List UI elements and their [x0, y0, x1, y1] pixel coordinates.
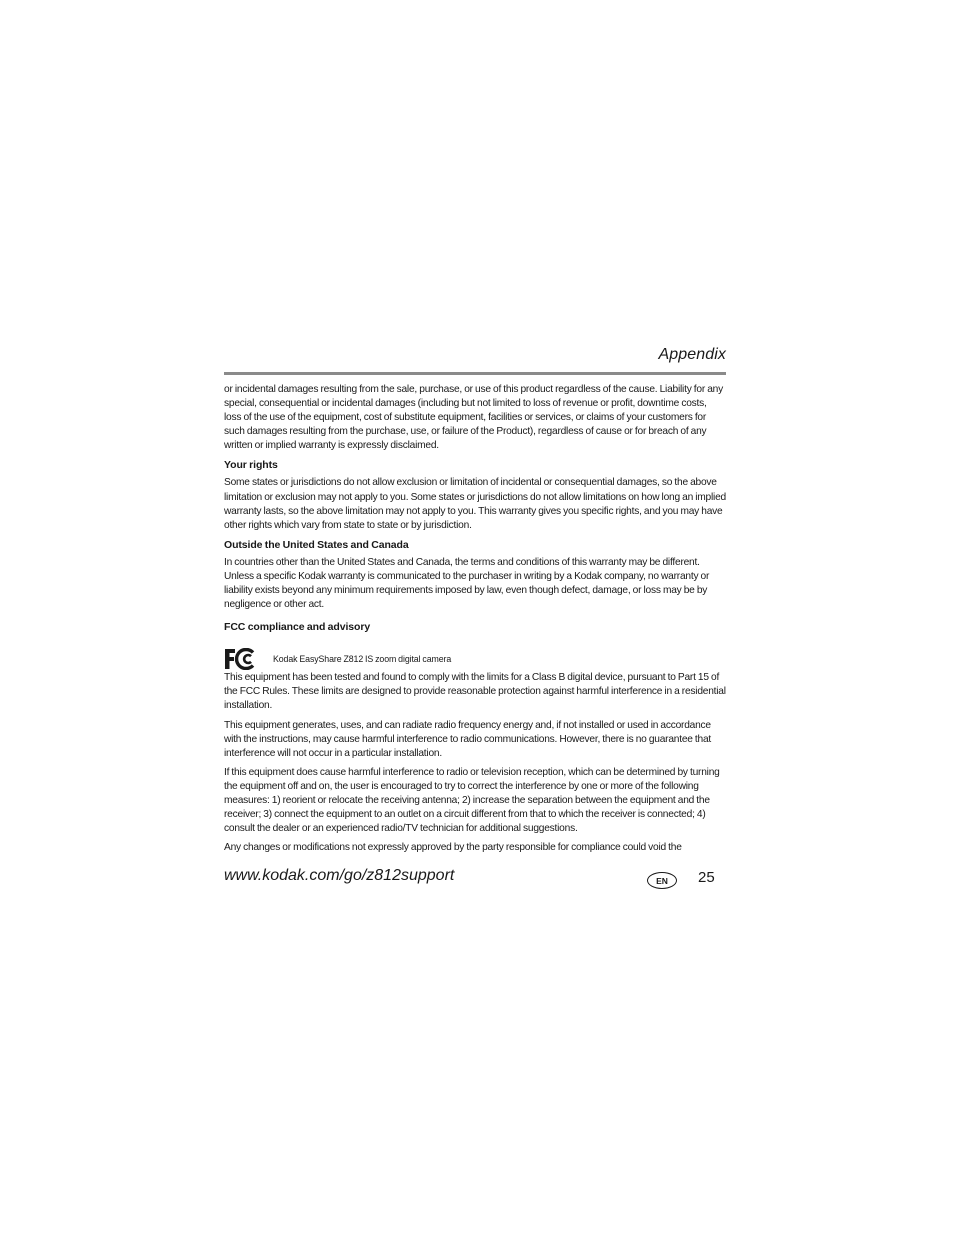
outside-us-canada-paragraph: In countries other than the United States and Canada, the terms and conditions of this warranty may be different. Unless a specific Kodak warranty is communicated to the purchaser in writing by a Kodak company, no warranty or liability exists beyond any minimum requirements imposed by law, even though defect, damage, or loss may be by negligence or other act.: [224, 556, 710, 611]
intro-paragraph: or incidental damages resulting from the sale, purchase, or use of this product regardless of the cause. Liability for any special, consequential or incidental damages (including but not limited to loss of revenue or profit, downtime costs, loss of the use of the equipment, cost of substitute equipment, facilities or services, or claims of your customers for such damages resulting from the purchase, use, or failure of the Product), regardless of cause or for breach of any written or implied warranty is expressly disclaimed.: [224, 384, 723, 452]
fcc-paragraph-1: This equipment has been tested and found to comply with the limits for a Class B digital device, pursuant to Part 15 of the FCC Rules. These limits are designed to provide reasonable protection against harmful interference in a residential installation.: [224, 672, 726, 712]
fcc-paragraph-4: Any changes or modifications not expressly approved by the party responsible for compliance could void the: [224, 842, 682, 854]
outside-us-canada-heading: Outside the United States and Canada: [224, 538, 409, 551]
your-rights-paragraph: Some states or jurisdictions do not allow exclusion or limitation of incidental or consequential damages, so the above limitation or exclusion may not apply to you. Some states or jurisdictions do not allow limitations on how long an implied warranty lasts, so the above limitation may not apply to you. This warranty gives you specific rights, and you may have other rights which vary from state to state or by jurisdiction.: [224, 477, 726, 531]
fcc-heading: FCC compliance and advisory: [224, 621, 371, 634]
fcc-caption: Kodak EasyShare Z812 IS zoom digital camera: [273, 654, 452, 665]
language-badge: EN: [647, 872, 677, 889]
section-title: Appendix: [658, 346, 726, 363]
fcc-paragraph-2: This equipment generates, uses, and can radiate radio frequency energy and, if not installed or used in accordance with the instructions, may cause harmful interference to radio communications. However, there is no guarantee that interference will not occur in a particular installation.: [224, 719, 712, 759]
support-url-link[interactable]: www.kodak.com/go/z812support: [224, 867, 455, 884]
page-number: 25: [698, 869, 715, 886]
your-rights-heading: Your rights: [224, 459, 278, 472]
fcc-paragraph-3: If this equipment does cause harmful interference to radio or television reception, which can be determined by turning the equipment off and on, the user is encouraged to try to correct the interference by one or more of the following measures: 1) reorient or relocate the receiving antenna; 2) increase the separation between the equipment and the receiver; 3) connect the equipment to an outlet on a circuit different from that to which the receiver is connected; 4) consult the dealer or an experienced radio/TV technician for additional suggestions.: [224, 766, 720, 835]
header-rule: [224, 372, 726, 375]
fcc-logo-icon: [224, 648, 256, 670]
fcc-logo-row: [224, 648, 726, 670]
page-content: [224, 383, 726, 860]
